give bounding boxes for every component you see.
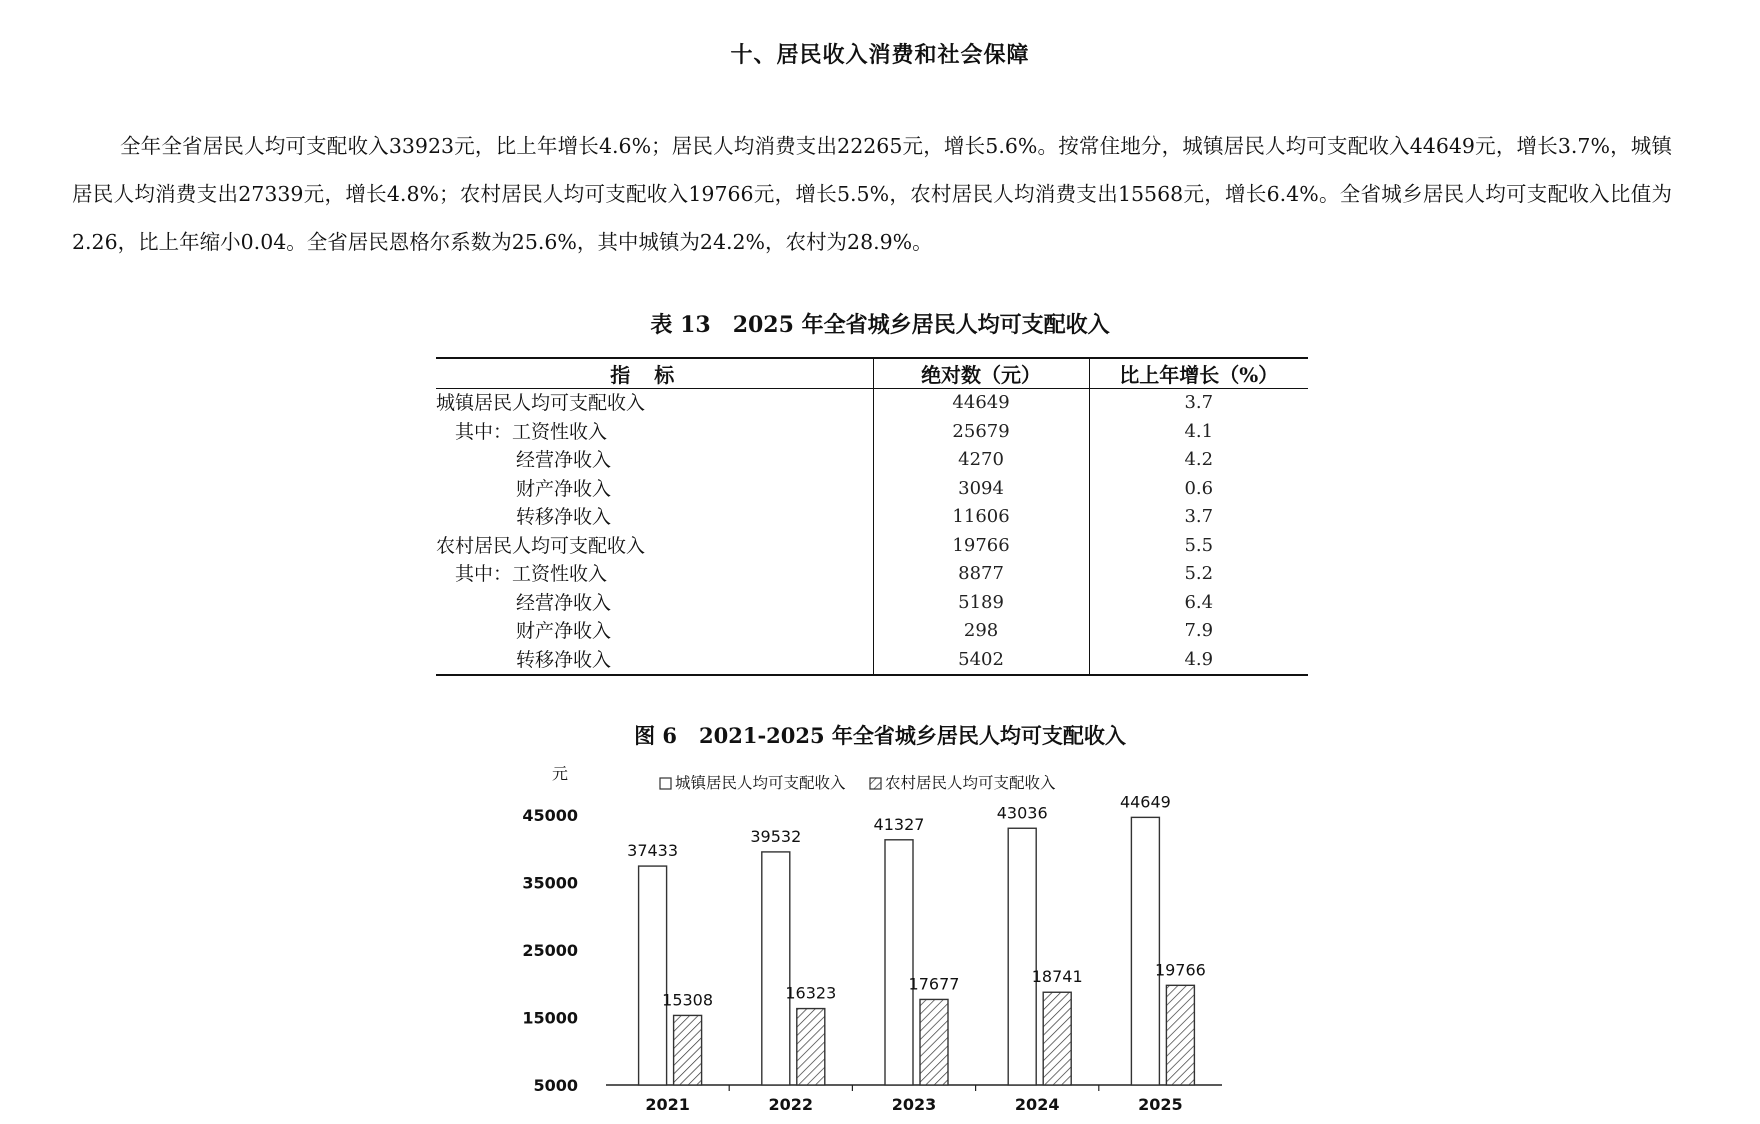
bar-urban <box>762 852 790 1085</box>
data-label-rural: 16323 <box>785 983 837 1003</box>
y-tick-label: 35000 <box>522 873 578 893</box>
bar-rural <box>797 1009 825 1085</box>
y-tick-label: 5000 <box>533 1076 578 1095</box>
summary-paragraph: 全年全省居民人均可支配收入33923元，比上年增长4.6%；居民人均消费支出22265元，增长5.6%。按常住地分，城镇居民人均可支配收入44649元，增长3.7%，城镇居民人均消费支出27339元，增长4.8%；农村居民人均可支配收入19766元，增长5.5%，农村居民人均消费支出15568元，增长6.4%。全省城乡居民人均可支配收入比值为2.26，比上年缩小0.04。全省居民恩格尔系数为25.6%，其中城镇为24.2%，农村为28.9%。 <box>72 134 1672 254</box>
cell-indicator: 经营净收入 <box>436 446 873 475</box>
table-row <box>436 560 1308 589</box>
data-label-urban: 44649 <box>1119 792 1171 812</box>
legend-swatch <box>870 778 881 789</box>
cell-indicator: 转移净收入 <box>436 503 873 532</box>
legend-label: 城镇居民人均可支配收入 <box>675 774 846 792</box>
cell-indicator: 其中：工资性收入 <box>436 418 873 447</box>
data-label-urban: 37433 <box>627 841 679 861</box>
cell-absolute: 19766 <box>873 532 1089 561</box>
cell-growth: 3.7 <box>1184 392 1214 413</box>
bar-urban <box>1131 817 1159 1085</box>
header-growth: 比上年增长（%） <box>1089 358 1308 389</box>
cell-absolute: 8877 <box>873 560 1089 589</box>
bar-rural <box>1166 985 1194 1085</box>
table-row <box>436 446 1308 475</box>
cell-absolute: 25679 <box>873 418 1089 447</box>
cell-growth: 4.1 <box>1184 420 1214 442</box>
y-tick-label: 45000 <box>522 806 578 825</box>
bar-rural <box>674 1015 702 1085</box>
cell-growth: 3.7 <box>1184 506 1214 527</box>
table-body <box>436 389 1308 676</box>
legend-label: 农村居民人均可支配收入 <box>885 774 1056 792</box>
data-label-urban: 39532 <box>750 826 802 846</box>
bar-urban <box>1008 828 1036 1085</box>
cell-absolute: 11606 <box>873 503 1089 532</box>
cell-indicator: 经营净收入 <box>436 589 873 618</box>
legend-swatch <box>660 778 671 789</box>
header-absolute: 绝对数（元） <box>873 358 1089 389</box>
table-row <box>436 475 1308 504</box>
data-label-rural: 18741 <box>1031 967 1083 987</box>
data-label-rural: 19766 <box>1154 960 1206 980</box>
section-title: 十、居民收入消费和社会保障 <box>730 42 1030 68</box>
cell-absolute: 4270 <box>873 446 1089 475</box>
bar-rural <box>920 999 948 1085</box>
table-label: 表 13 <box>650 312 711 338</box>
table-row <box>436 589 1308 618</box>
table-row <box>436 617 1308 646</box>
cell-growth: 4.2 <box>1184 449 1214 470</box>
cell-absolute: 5189 <box>873 589 1089 618</box>
y-axis-unit: 元 <box>551 764 569 783</box>
table-title <box>0 308 1760 339</box>
cell-indicator: 财产净收入 <box>436 617 873 646</box>
x-tick-label: 2023 <box>891 1095 937 1114</box>
table-header-row <box>436 358 1308 389</box>
table-row <box>436 418 1308 447</box>
cell-growth: 6.4 <box>1184 591 1214 613</box>
cell-growth: 5.2 <box>1184 563 1214 584</box>
cell-absolute: 298 <box>873 617 1089 646</box>
y-tick-label: 25000 <box>522 941 578 960</box>
cell-absolute: 44649 <box>873 389 1089 418</box>
bar-rural <box>1043 992 1071 1085</box>
x-tick-label: 2022 <box>768 1095 814 1114</box>
figure-label: 图 6 <box>634 723 677 748</box>
cell-absolute: 3094 <box>873 475 1089 504</box>
data-label-urban: 43036 <box>996 803 1048 823</box>
table-title-text: 2025 年全省城乡居民人均可支配收入 <box>732 312 1110 338</box>
cell-growth: 4.9 <box>1184 648 1214 670</box>
cell-growth: 5.5 <box>1184 534 1214 556</box>
cell-indicator: 转移净收入 <box>436 646 873 676</box>
bar-urban <box>639 866 667 1085</box>
cell-growth: 7.9 <box>1184 620 1214 641</box>
x-tick-label: 2021 <box>645 1095 690 1114</box>
income-table <box>436 357 1308 676</box>
income-bar-chart <box>500 755 1260 1115</box>
table-row <box>436 389 1308 418</box>
data-label-rural: 15308 <box>662 990 714 1010</box>
figure-title <box>0 720 1760 750</box>
x-tick-label: 2024 <box>1014 1095 1060 1114</box>
header-indicator: 指标 <box>436 358 873 389</box>
cell-growth: 0.6 <box>1184 477 1214 499</box>
cell-indicator: 其中：工资性收入 <box>436 560 873 589</box>
bar-urban <box>885 840 913 1085</box>
table-row <box>436 532 1308 561</box>
data-label-rural: 17677 <box>908 974 960 994</box>
cell-indicator: 农村居民人均可支配收入 <box>436 532 873 561</box>
cell-absolute: 5402 <box>873 646 1089 676</box>
table-row <box>436 646 1308 676</box>
table-row <box>436 503 1308 532</box>
figure-title-text: 2021-2025 年全省城乡居民人均可支配收入 <box>699 723 1126 748</box>
y-tick-label: 15000 <box>522 1008 578 1028</box>
cell-indicator: 城镇居民人均可支配收入 <box>436 389 873 418</box>
cell-indicator: 财产净收入 <box>436 475 873 504</box>
data-label-urban: 41327 <box>873 814 925 834</box>
x-tick-label: 2025 <box>1138 1095 1183 1114</box>
